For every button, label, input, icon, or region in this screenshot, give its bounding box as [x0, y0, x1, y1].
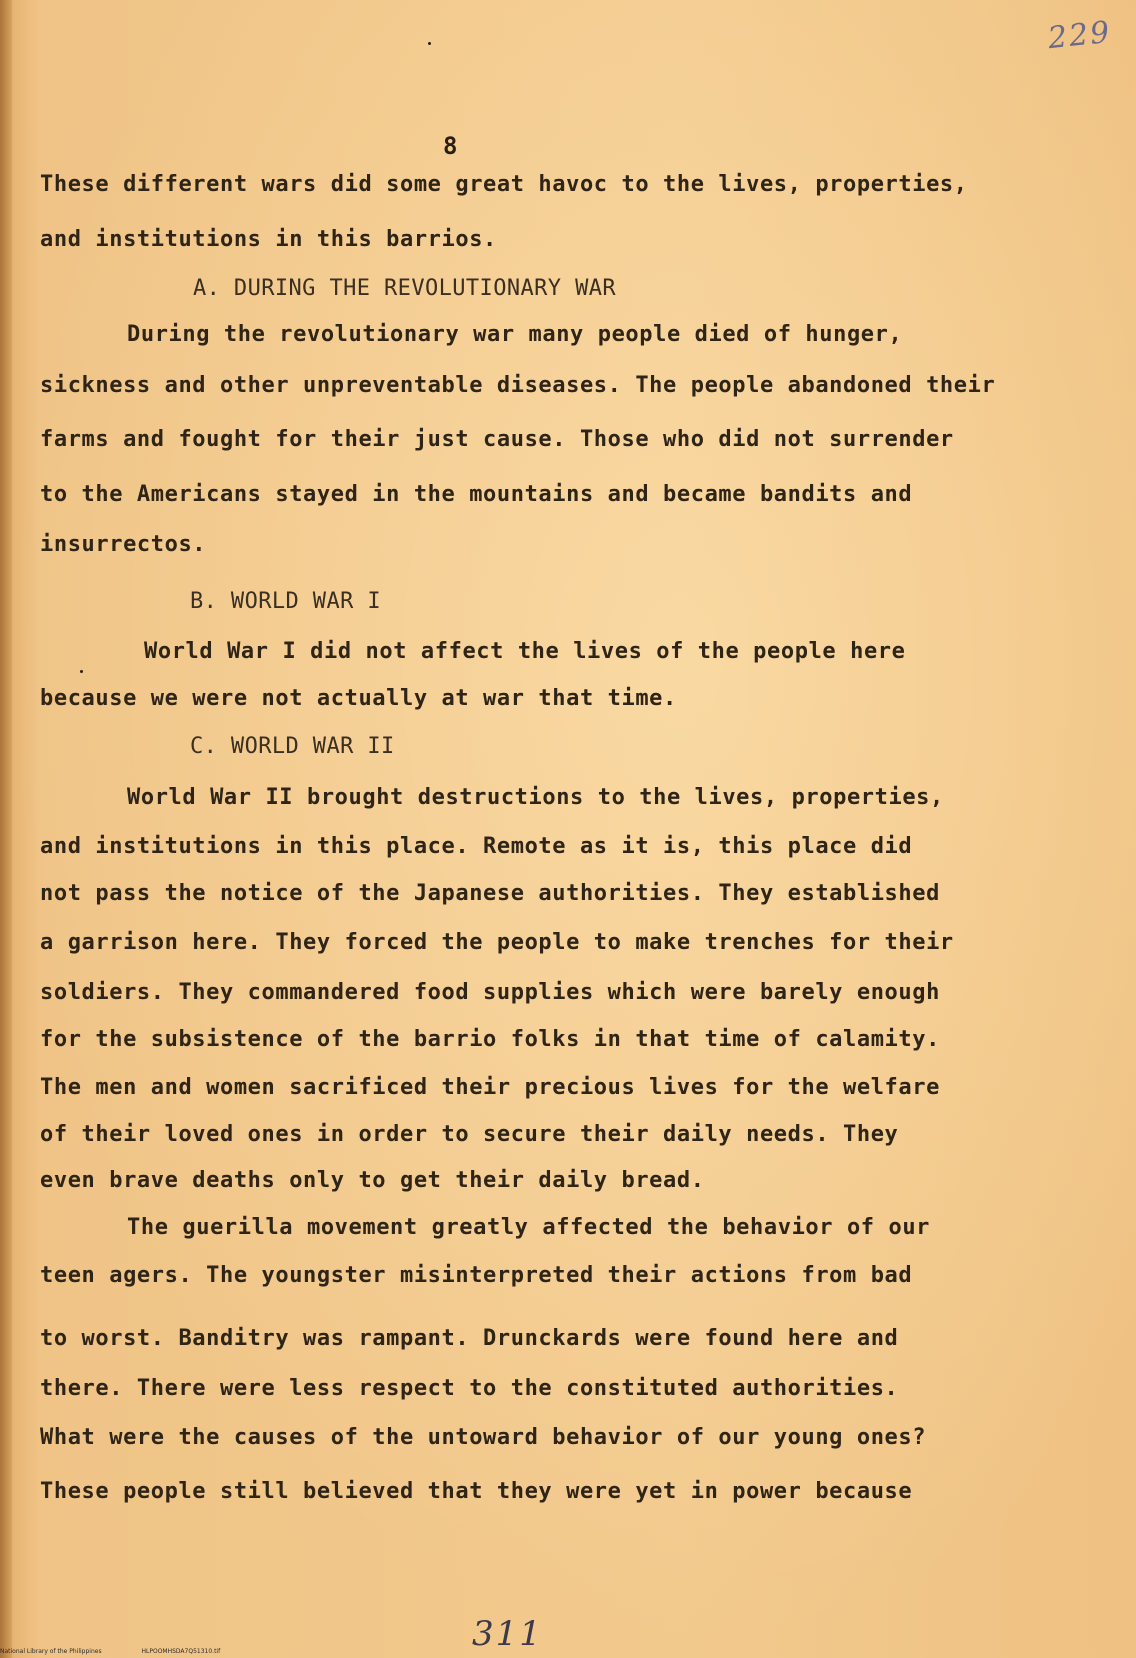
text-line: because we were not actually at war that time. — [40, 686, 677, 711]
text-line: World War II brought destructions to the lives, properties, — [127, 785, 944, 810]
text-line: farms and fought for their just cause. Those who did not surrender — [40, 427, 954, 452]
section-heading-revolutionary-war: A. DURING THE REVOLUTIONARY WAR — [193, 276, 616, 301]
typed-page-number: 8 — [443, 132, 458, 160]
text-line: not pass the notice of the Japanese authorities. They established — [40, 881, 940, 906]
text-line: teen agers. The youngster misinterpreted their actions from bad — [40, 1263, 913, 1288]
text-line: to the Americans stayed in the mountains and became bandits and — [40, 482, 913, 507]
text-line: The men and women sacrificed their precious lives for the welfare — [40, 1075, 940, 1100]
text-line: During the revolutionary war many people died of hunger, — [127, 322, 903, 347]
text-line: soldiers. They commandered food supplies which were barely enough — [40, 980, 940, 1005]
scan-footer — [0, 1648, 258, 1655]
text-line: a garrison here. They forced the people to make trenches for their — [40, 930, 954, 955]
section-heading-world-war-1: B. WORLD WAR I — [190, 589, 382, 614]
text-line: and institutions in this barrios. — [40, 227, 497, 252]
text-line: insurrectos. — [40, 532, 207, 557]
footer-library: National Library of the Philippines — [0, 1648, 102, 1655]
section-heading-world-war-2: C. WORLD WAR II — [190, 734, 395, 759]
text-line: These different wars did some great havoc to the lives, properties, — [40, 172, 968, 197]
text-line: World War I did not affect the lives of the people here — [144, 639, 906, 664]
text-line: for the subsistence of the barrio folks in that time of calamity. — [40, 1027, 940, 1052]
paper-speck — [428, 42, 431, 45]
handwritten-page-number-top: 229 — [1046, 14, 1113, 57]
page-binding-edge — [0, 0, 12, 1658]
text-line: to worst. Banditry was rampant. Drunckards were found here and — [40, 1326, 899, 1351]
text-line: there. There were less respect to the constituted authorities. — [40, 1376, 899, 1401]
footer-file: HLPOOMHSDA7Q51310.tif — [141, 1648, 221, 1655]
paper-speck — [80, 670, 83, 673]
text-line: even brave deaths only to get their daily bread. — [40, 1168, 705, 1193]
text-line: of their loved ones in order to secure their daily needs. They — [40, 1122, 899, 1147]
handwritten-page-number-bottom: 311 — [472, 1614, 543, 1654]
text-line: What were the causes of the untoward behavior of our young ones? — [40, 1425, 927, 1450]
text-line: and institutions in this place. Remote as it is, this place did — [40, 834, 913, 859]
text-line: sickness and other unpreventable diseases. The people abandoned their — [40, 373, 996, 398]
text-line: The guerilla movement greatly affected the behavior of our — [127, 1215, 931, 1240]
text-line: These people still believed that they were yet in power because — [40, 1479, 913, 1504]
